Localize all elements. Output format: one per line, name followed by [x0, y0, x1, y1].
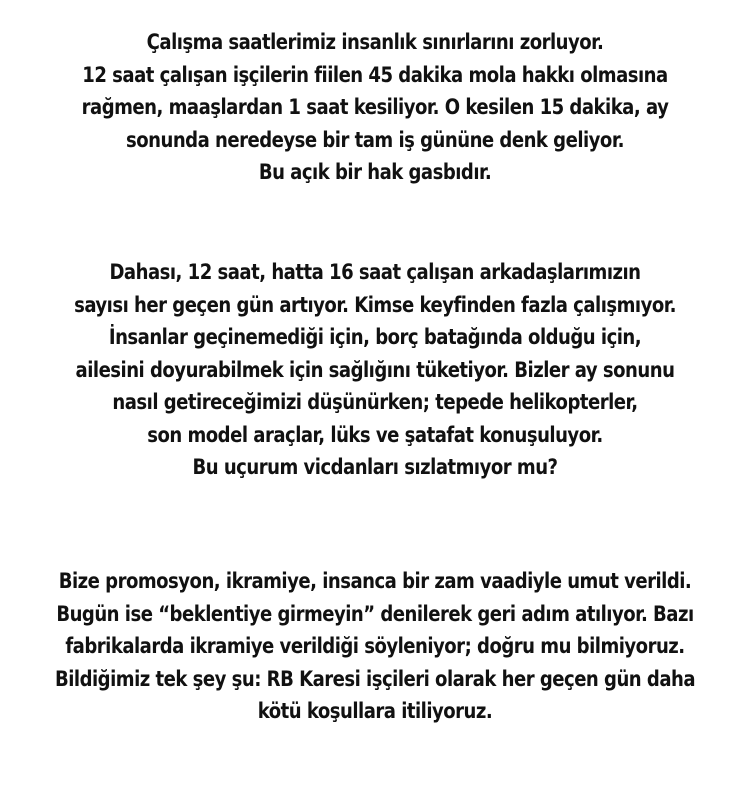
text-line: 12 saat çalışan işçilerin fiilen 45 dakika mola hakkı olmasına	[82, 62, 668, 87]
text-line: sonunda neredeyse bir tam iş gününe denk geliyor.	[126, 127, 624, 152]
text-line: ailesini doyurabilmek için sağlığını tüketiyor. Bizler ay sonunu	[75, 357, 675, 382]
text-line: Bu uçurum vicdanları sızlatmıyor mu?	[192, 455, 558, 479]
paragraph-working-hours	[53, 26, 698, 189]
text-line: Bugün ise “beklentiye girmeyin” denilerek geri adım atılıyor. Bazı	[56, 601, 694, 626]
text-line: nasıl getireceğimizi düşünürken; tepede helikopterler,	[112, 390, 638, 414]
text-line: rağmen, maaşlardan 1 saat kesiliyor. O kesilen 15 dakika, ay	[81, 95, 669, 119]
text-line: İnsanlar geçinemediği için, borç batağında olduğu için,	[108, 325, 642, 349]
text-line: son model araçlar, lüks ve şatafat konuşuluyor.	[147, 422, 603, 447]
text-line: Dahası, 12 saat, hatta 16 saat çalışan arkadaşlarımızın	[109, 260, 641, 284]
text-line: Çalışma saatlerimiz insanlık sınırlarını zorluyor.	[146, 30, 604, 54]
paragraph-overtime	[53, 256, 698, 484]
text-line: sayısı her geçen gün artıyor. Kimse keyfinden fazla çalışmıyor.	[74, 292, 676, 317]
text-line: fabrikalarda ikramiye verildiği söyleniyor; doğru mu bilmiyoruz.	[65, 634, 685, 658]
text-line: Bu açık bir hak gasbıdır.	[258, 160, 492, 184]
text-line: Bildiğimiz tek şey şu: RB Karesi işçileri olarak her geçen gün daha	[54, 666, 696, 691]
text-line: Bize promosyon, ikramiye, insanca bir zam vaadiyle umut verildi.	[58, 569, 692, 593]
text-line: kötü koşullara itiliyoruz.	[257, 699, 493, 723]
paragraph-bonus	[53, 565, 698, 728]
